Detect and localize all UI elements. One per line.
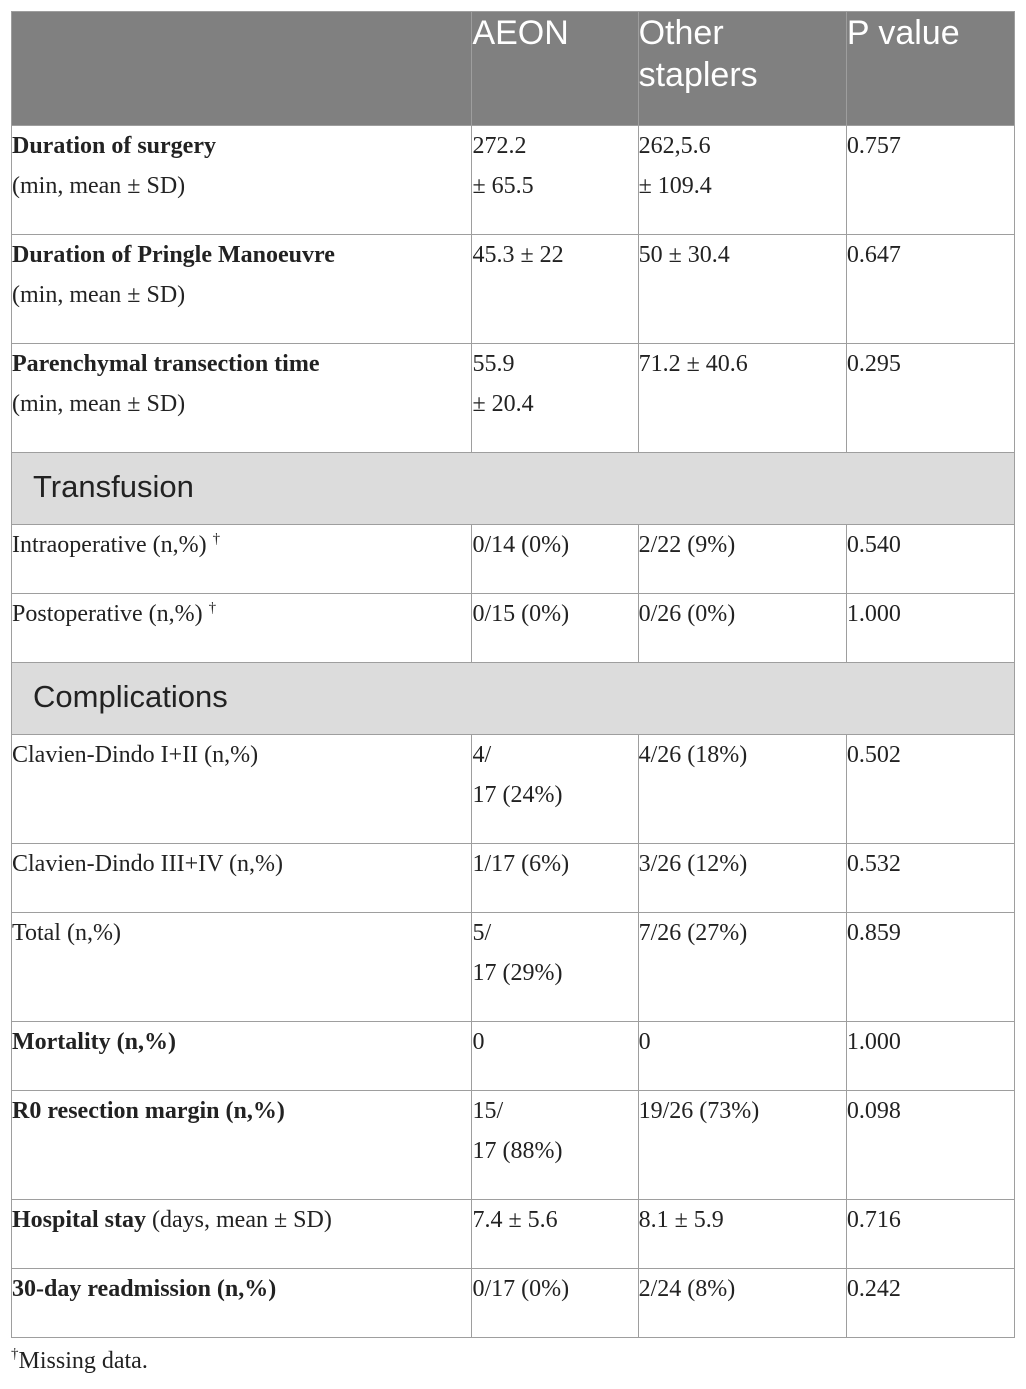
- section-title: Transfusion: [12, 453, 1015, 525]
- p-value-cell: 0.098: [846, 1091, 1014, 1200]
- label-unit: (min, mean ± SD): [12, 391, 186, 417]
- aeon-cell: 1/17 (6%): [472, 844, 638, 913]
- section-row-complications: [12, 663, 1015, 735]
- p-value-cell: 0.532: [846, 844, 1014, 913]
- aeon-value-line1: 272.2: [472, 133, 527, 159]
- header-aeon: AEON: [472, 12, 638, 126]
- other-cell: 4/26 (18%): [638, 735, 846, 844]
- other-cell: 50 ± 30.4: [638, 235, 846, 344]
- table-row: [12, 235, 1015, 344]
- other-cell: 8.1 ± 5.9: [638, 1200, 846, 1269]
- dagger-mark: †: [208, 600, 217, 616]
- header-other-line1: Other: [638, 14, 724, 52]
- header-row: [12, 12, 1015, 126]
- footnote-mark: †: [11, 1346, 19, 1362]
- other-cell: 0/26 (0%): [638, 594, 846, 663]
- table-row: [12, 844, 1015, 913]
- aeon-value-line2: ± 65.5: [472, 173, 534, 199]
- table-row: [12, 913, 1015, 1022]
- table-row: [12, 1269, 1015, 1338]
- row-label: Mortality (n,%): [12, 1022, 472, 1091]
- aeon-cell: [472, 735, 638, 844]
- aeon-value-line1: 5/: [472, 920, 492, 946]
- other-value-line2: ± 109.4: [638, 173, 712, 199]
- table-row: [12, 525, 1015, 594]
- p-value-cell: 0.647: [846, 235, 1014, 344]
- label-bold: Parenchymal transection time: [12, 351, 320, 377]
- row-label: [12, 525, 472, 594]
- footnote: [11, 1348, 148, 1375]
- table-row: [12, 126, 1015, 235]
- row-label: [12, 235, 472, 344]
- aeon-cell: [472, 344, 638, 453]
- aeon-cell: [472, 126, 638, 235]
- other-cell: 19/26 (73%): [638, 1091, 846, 1200]
- label-text: Intraoperative (n,%): [12, 532, 207, 558]
- p-value-cell: 0.757: [846, 126, 1014, 235]
- row-label: R0 resection margin (n,%): [12, 1091, 472, 1200]
- aeon-cell: 7.4 ± 5.6: [472, 1200, 638, 1269]
- other-cell: [638, 126, 846, 235]
- table-row: [12, 735, 1015, 844]
- row-label: Clavien-Dindo III+IV (n,%): [12, 844, 472, 913]
- aeon-value-line2: 17 (29%): [472, 960, 563, 986]
- aeon-cell: 45.3 ± 22: [472, 235, 638, 344]
- label-text: Postoperative (n,%): [12, 601, 203, 627]
- label-unit: (min, mean ± SD): [12, 173, 186, 199]
- table-row: [12, 344, 1015, 453]
- header-other-line2: staplers: [638, 56, 758, 94]
- aeon-cell: 0/15 (0%): [472, 594, 638, 663]
- other-cell: 2/22 (9%): [638, 525, 846, 594]
- aeon-cell: 0/14 (0%): [472, 525, 638, 594]
- other-value-line1: 262,5.6: [638, 133, 711, 159]
- dagger-mark: †: [212, 531, 221, 547]
- aeon-value-line1: 4/: [472, 742, 492, 768]
- row-label: 30-day readmission (n,%): [12, 1269, 472, 1338]
- p-value-cell: 0.502: [846, 735, 1014, 844]
- other-cell: 0: [638, 1022, 846, 1091]
- aeon-value-line1: 55.9: [472, 351, 515, 377]
- other-cell: 3/26 (12%): [638, 844, 846, 913]
- table-row: [12, 1091, 1015, 1200]
- aeon-value-line1: 15/: [472, 1098, 504, 1124]
- section-title: Complications: [12, 663, 1015, 735]
- row-label: [12, 594, 472, 663]
- other-cell: 7/26 (27%): [638, 913, 846, 1022]
- aeon-cell: 0/17 (0%): [472, 1269, 638, 1338]
- table-row: [12, 594, 1015, 663]
- other-cell: 2/24 (8%): [638, 1269, 846, 1338]
- p-value-cell: 0.295: [846, 344, 1014, 453]
- label-bold: Hospital stay: [12, 1207, 147, 1233]
- p-value-cell: 0.859: [846, 913, 1014, 1022]
- header-other-staplers: [638, 12, 846, 126]
- aeon-cell: 0: [472, 1022, 638, 1091]
- label-bold: Duration of Pringle Manoeuvre: [12, 242, 335, 268]
- row-label: Total (n,%): [12, 913, 472, 1022]
- footnote-text: Missing data.: [18, 1348, 148, 1374]
- other-cell: 71.2 ± 40.6: [638, 344, 846, 453]
- label-unit: (min, mean ± SD): [12, 282, 186, 308]
- row-label: Clavien-Dindo I+II (n,%): [12, 735, 472, 844]
- table-row: [12, 1200, 1015, 1269]
- row-label: [12, 344, 472, 453]
- label-unit: (days, mean ± SD): [152, 1207, 332, 1233]
- p-value-cell: 1.000: [846, 1022, 1014, 1091]
- aeon-cell: [472, 1091, 638, 1200]
- aeon-value-line2: ± 20.4: [472, 391, 534, 417]
- row-label: [12, 126, 472, 235]
- results-table: [11, 11, 1015, 1338]
- section-row-transfusion: [12, 453, 1015, 525]
- p-value-cell: 0.242: [846, 1269, 1014, 1338]
- p-value-cell: 1.000: [846, 594, 1014, 663]
- aeon-cell: [472, 913, 638, 1022]
- aeon-value-line2: 17 (24%): [472, 782, 563, 808]
- header-empty: [12, 12, 472, 126]
- aeon-value-line2: 17 (88%): [472, 1138, 563, 1164]
- table-row: [12, 1022, 1015, 1091]
- row-label: [12, 1200, 472, 1269]
- header-p-value: P value: [846, 12, 1014, 126]
- label-bold: Duration of surgery: [12, 133, 216, 159]
- p-value-cell: 0.716: [846, 1200, 1014, 1269]
- p-value-cell: 0.540: [846, 525, 1014, 594]
